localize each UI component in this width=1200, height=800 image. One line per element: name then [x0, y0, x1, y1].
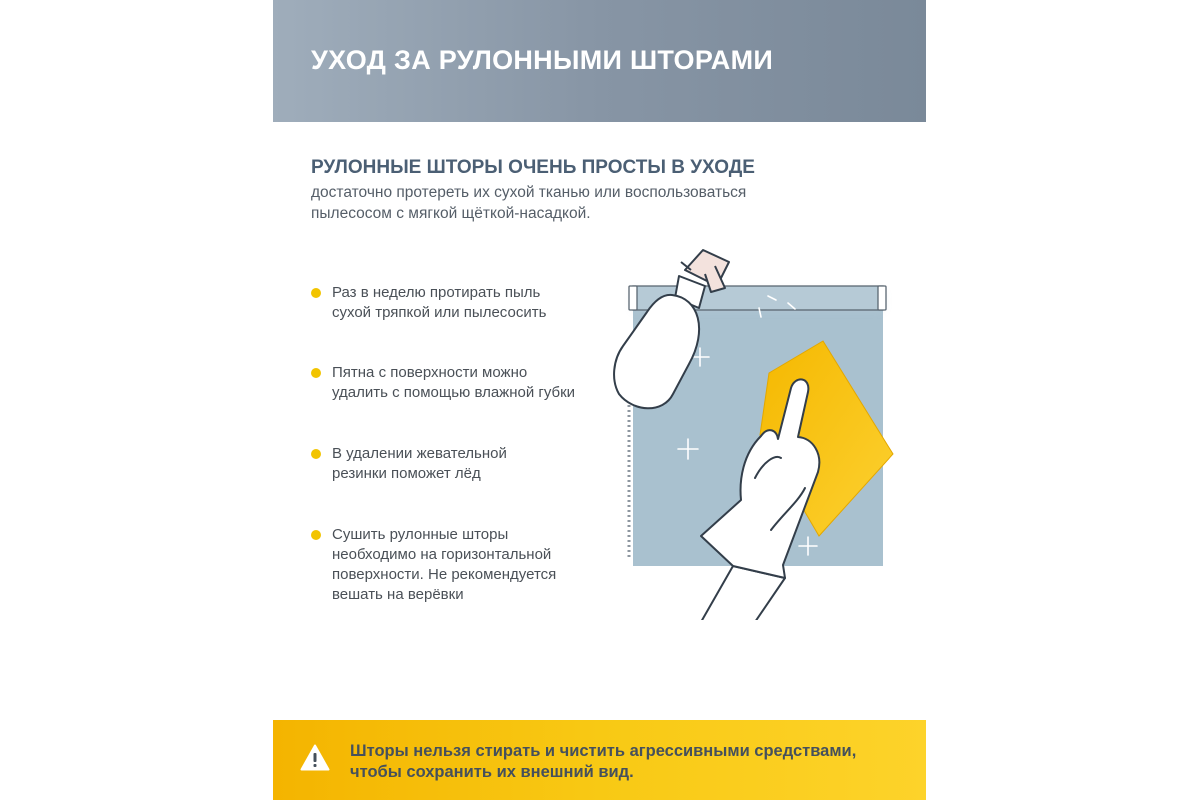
warning-triangle-icon: [300, 744, 330, 771]
tip-line: сухой тряпкой или пылесосить: [332, 304, 547, 321]
tip-item: [311, 363, 601, 403]
page-title: УХОД ЗА РУЛОННЫМИ ШТОРАМИ: [311, 45, 774, 75]
warning-banner: [273, 720, 926, 800]
tip-text: [332, 363, 601, 403]
cleaning-illustration: [593, 240, 913, 620]
tip-line: удалить с помощью влажной губки: [332, 384, 576, 401]
tip-line: вешать на верёвки: [332, 586, 464, 603]
tip-text: [332, 283, 601, 323]
description-line: достаточно протереть их сухой тканью или воспользоваться: [311, 184, 747, 201]
tip-line: поверхности. Не рекомендуется: [332, 566, 557, 583]
header-banner: [273, 0, 926, 122]
bullet-icon: [311, 288, 321, 298]
tip-line: Сушить рулонные шторы: [332, 526, 509, 543]
tip-line: необходимо на горизонтальной: [332, 546, 552, 563]
warning-line: Шторы нельзя стирать и чистить агрессивными средствами,: [350, 742, 857, 760]
tip-line: В удалении жевательной: [332, 445, 507, 462]
bullet-icon: [311, 530, 321, 540]
warning-line: чтобы сохранить их внешний вид.: [350, 763, 634, 781]
tip-line: Пятна с поверхности можно: [332, 364, 528, 381]
tip-item: [311, 283, 601, 323]
bullet-icon: [311, 449, 321, 459]
tip-text: [332, 525, 601, 605]
intro-description: [311, 182, 831, 224]
intro-subtitle: РУЛОННЫЕ ШТОРЫ ОЧЕНЬ ПРОСТЫ В УХОДЕ: [311, 157, 755, 178]
bullet-icon: [311, 368, 321, 378]
tip-line: резинки поможет лёд: [332, 465, 481, 482]
warning-text: [350, 741, 910, 783]
tip-item: [311, 444, 601, 484]
tip-line: Раз в неделю протирать пыль: [332, 284, 541, 301]
tip-item: [311, 525, 601, 605]
tip-text: [332, 444, 601, 484]
care-card: [273, 0, 926, 800]
description-line: пылесосом с мягкой щёткой-насадкой.: [311, 205, 591, 222]
